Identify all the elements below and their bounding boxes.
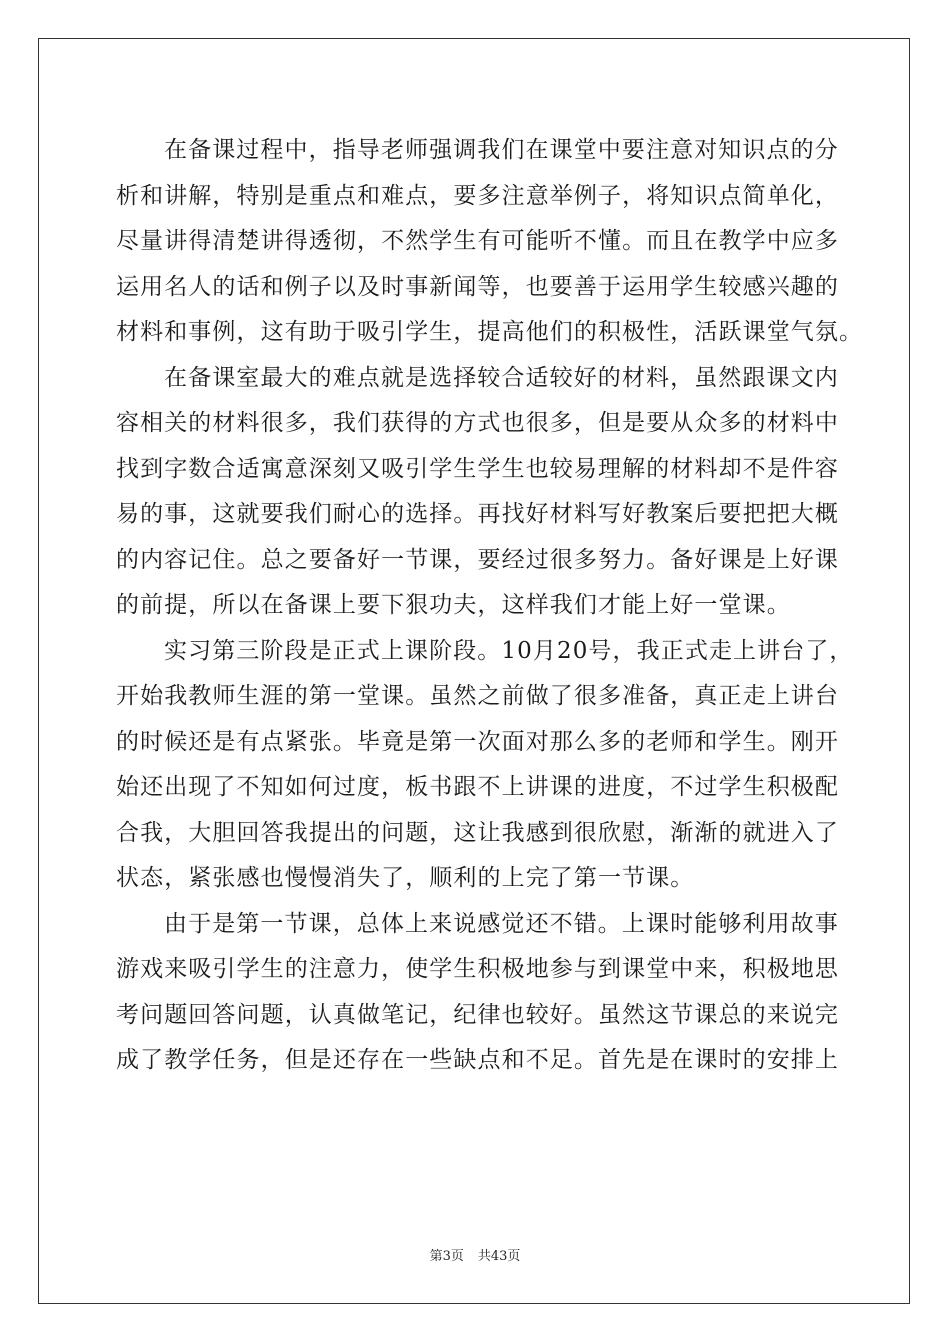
paragraph-3-line-1: 实习第三阶段是正式上课阶段。10月20号，我正式走上讲台了，: [164, 637, 854, 664]
paragraph-2-line-2: 容相关的材料很多，我们获得的方式也很多，但是要从众多的材料中: [116, 410, 839, 436]
paragraph-2-line-1: 在备课室最大的难点就是选择较合适较好的材料，虽然跟课文内: [164, 364, 839, 391]
paragraph-3-line-6: 状态，紧张感也慢慢消失了，顺利的上完了第一节课。: [116, 865, 695, 891]
page-number: 第3页: [429, 1249, 464, 1264]
paragraph-2-line-3: 找到字数合适寓意深刻又吸引学生学生也较易理解的材料却不是件容: [116, 455, 839, 482]
paragraph-2-line-4: 易的事，这就要我们耐心的选择。再找好材料写好教案后要把把大概: [116, 501, 839, 527]
paragraph-1-line-4: 运用名人的话和例子以及时事新闻等，也要善于运用学生较感兴趣的: [116, 273, 839, 300]
paragraph-2-line-5: 的内容记住。总之要备好一节课，要经过很多努力。备好课是上好课: [116, 546, 839, 573]
paragraph-1-line-1: 在备课过程中，指导老师强调我们在课堂中要注意对知识点的分: [164, 137, 839, 163]
paragraph-4-line-4: 成了教学任务，但是还存在一些缺点和不足。首先是在课时的安排上: [116, 1047, 839, 1073]
paragraph-1-line-5: 材料和事例，这有助于吸引学生，提高他们的积极性，活跃课堂气氛。: [116, 319, 864, 345]
paragraph-1-line-2: 析和讲解，特别是重点和难点，要多注意举例子，将知识点简单化，: [116, 182, 839, 209]
paragraph-3-line-5: 合我，大胆回答我提出的问题，这让我感到很欣慰，渐渐的就进入了: [116, 819, 839, 846]
paragraph-1-line-3: 尽量讲得清楚讲得透彻，不然学生有可能听不懂。而且在教学中应多: [116, 228, 839, 254]
paragraph-4-line-2: 游戏来吸引学生的注意力，使学生积极地参与到课堂中来，积极地思: [116, 956, 839, 982]
page-footer: [0, 1245, 950, 1264]
paragraph-3-line-4: 始还出现了不知如何过度，板书跟不上讲课的进度，不过学生积极配: [116, 774, 839, 800]
paragraph-4-line-1: 由于是第一节课，总体上来说感觉还不错。上课时能够利用故事: [164, 910, 839, 937]
paragraph-4-line-3: 考问题回答问题，认真做笔记，纪律也较好。虽然这节课总的来说完: [116, 1001, 839, 1028]
paragraph-3-line-3: 的时候还是有点紧张。毕竟是第一次面对那么多的老师和学生。刚开: [116, 728, 839, 755]
page-total: 共43页: [477, 1249, 521, 1264]
document-body: [116, 128, 864, 1084]
paragraph-3-line-2: 开始我教师生涯的第一堂课。虽然之前做了很多准备，真正走上讲台: [116, 683, 839, 709]
paragraph-2-line-6: 的前提，所以在备课上要下狠功夫，这样我们才能上好一堂课。: [116, 592, 791, 618]
